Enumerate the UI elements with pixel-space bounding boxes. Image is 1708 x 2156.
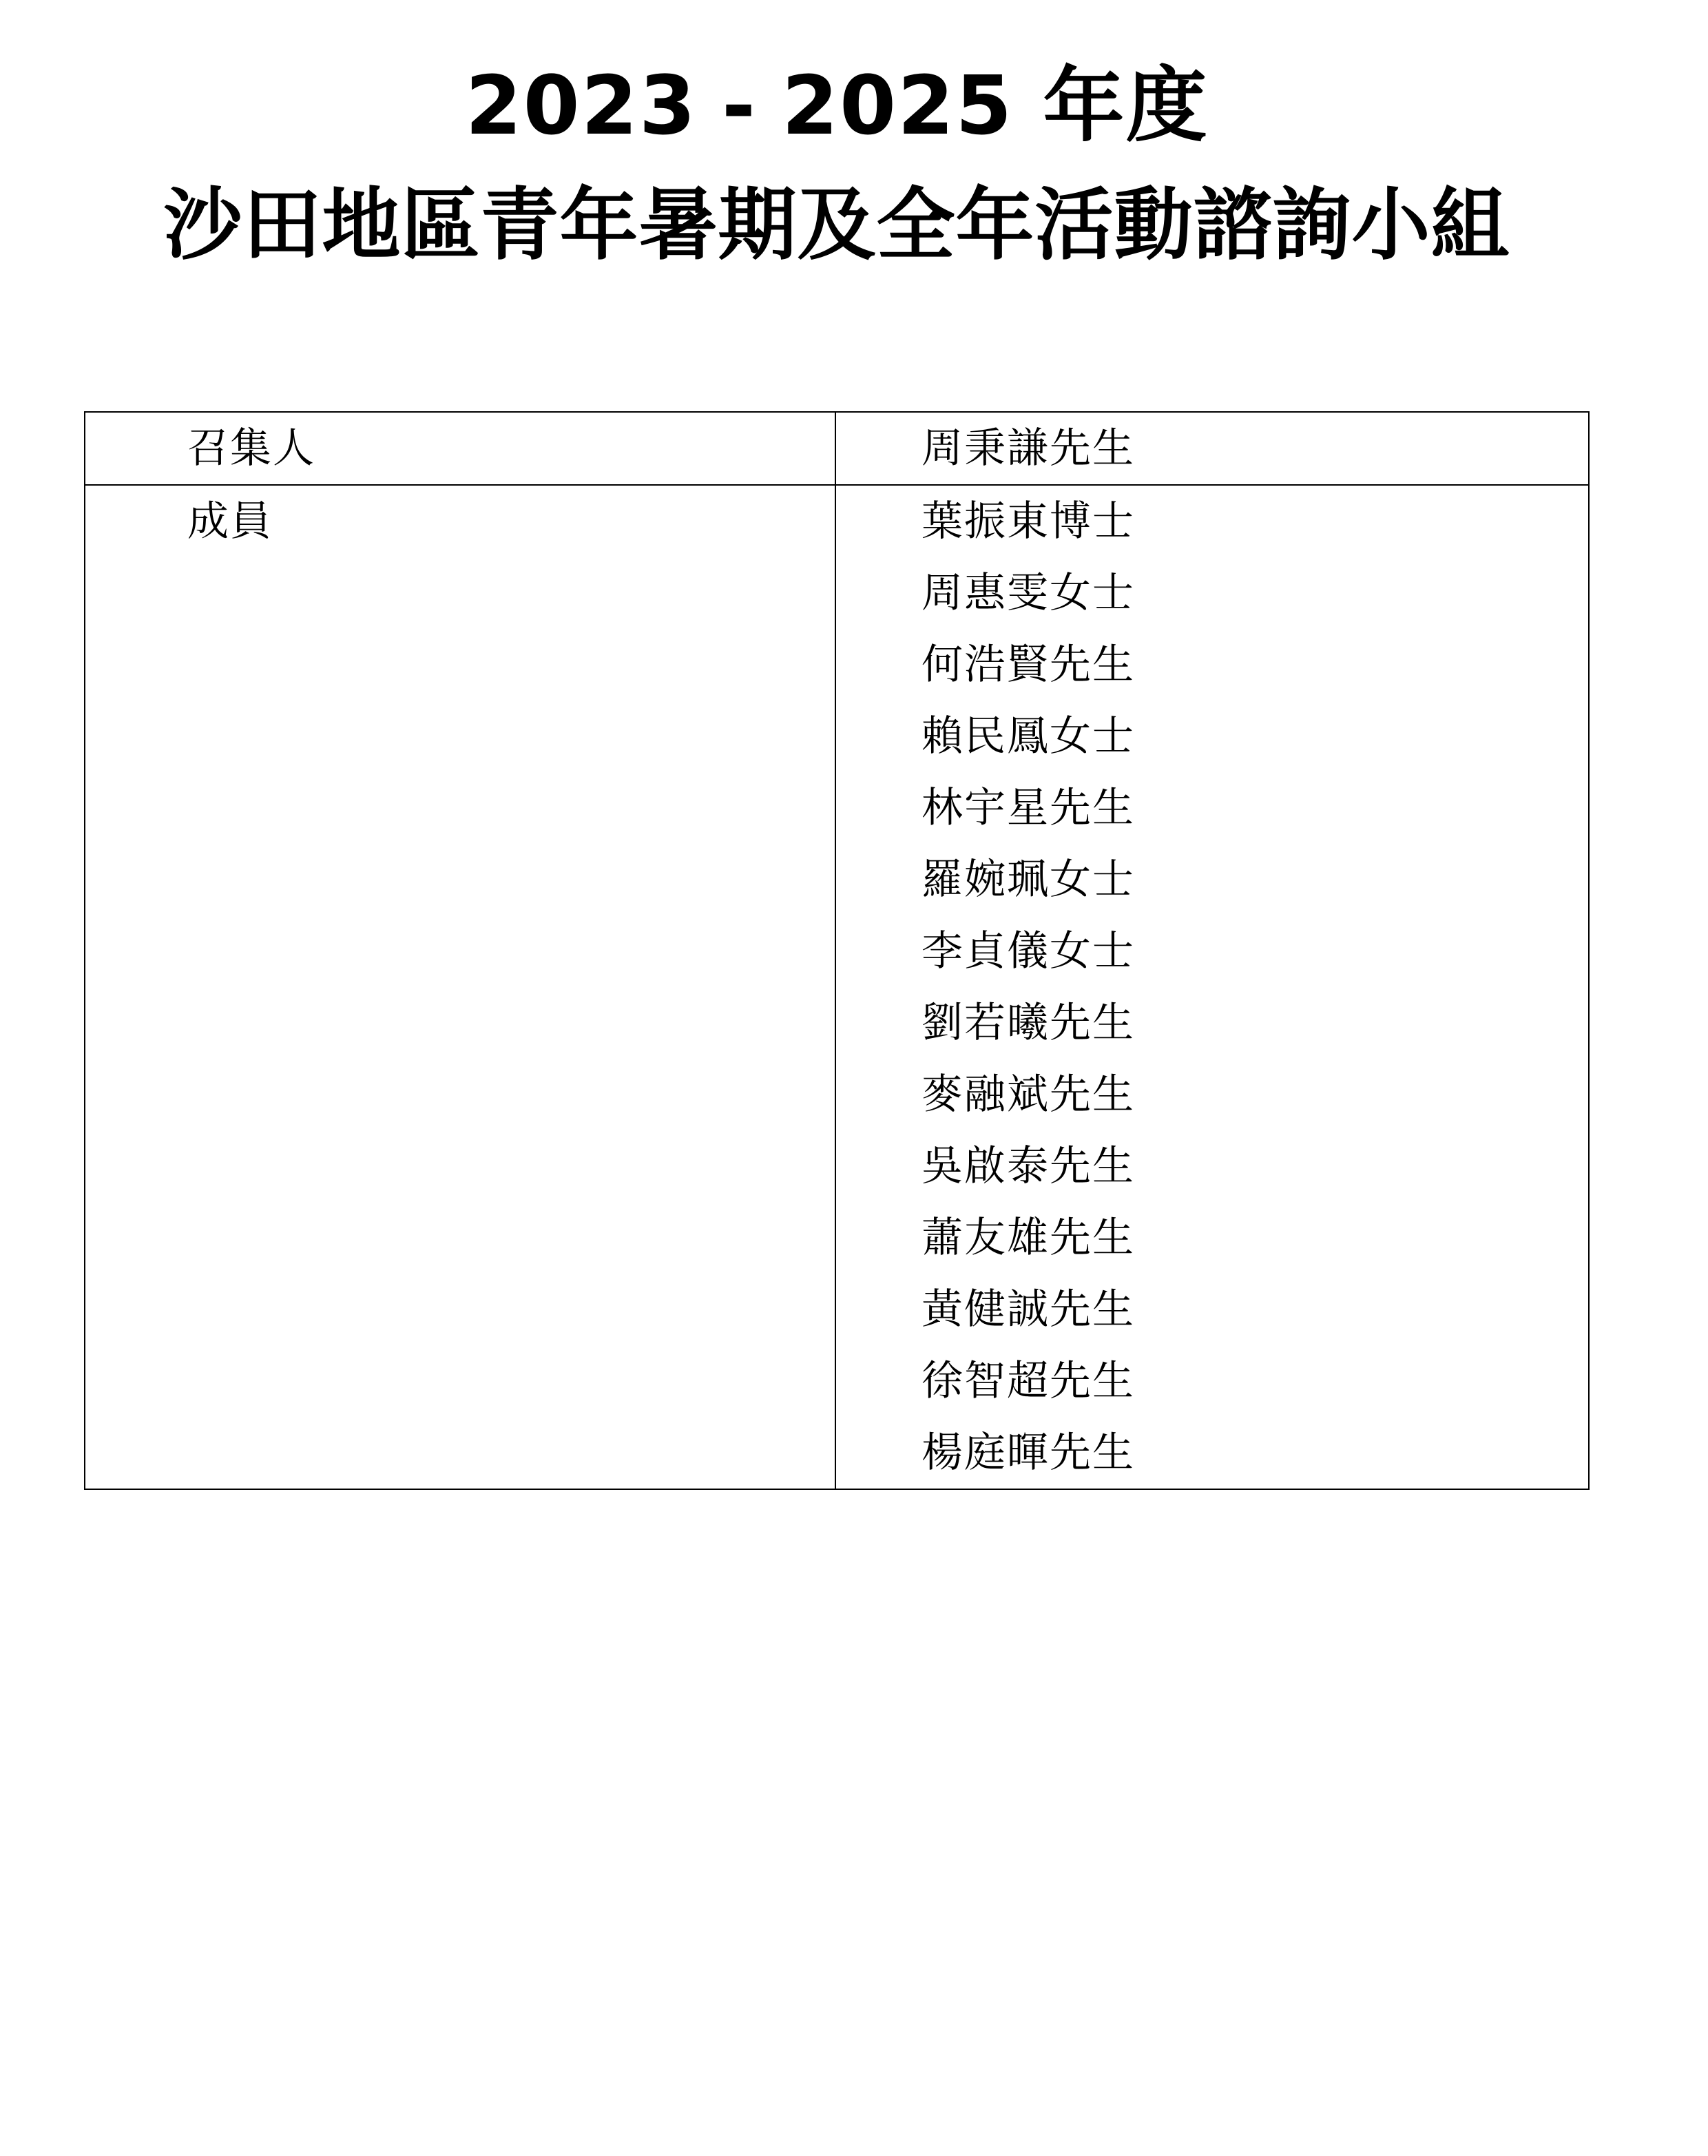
member-name: 羅婉珮女士 xyxy=(921,856,1135,904)
committee-name-heading: 沙田地區青年暑期及全年活動諮詢小組 xyxy=(163,179,1510,271)
member-name: 周惠雯女士 xyxy=(921,569,1135,617)
members-role-cell xyxy=(85,485,835,1489)
member-name: 李貞儀女士 xyxy=(921,927,1135,975)
table-row-convenor xyxy=(85,412,1589,485)
member-name: 吳啟泰先生 xyxy=(921,1142,1135,1190)
document-year-heading xyxy=(0,58,1674,153)
member-name: 黃健誠先生 xyxy=(921,1285,1135,1334)
member-name: 何浩賢先生 xyxy=(921,641,1135,689)
year-separator: - xyxy=(721,58,757,153)
member-name: 蕭友雄先生 xyxy=(921,1214,1135,1262)
year-end: 2025 xyxy=(781,58,1014,153)
table-row-members xyxy=(85,485,1589,1489)
year-suffix: 年度 xyxy=(1043,58,1209,153)
member-name: 楊庭暉先生 xyxy=(921,1429,1135,1477)
year-start: 2023 xyxy=(465,58,697,153)
convenor-name-cell xyxy=(835,412,1589,485)
members-role-label: 成員 xyxy=(187,497,273,546)
member-name: 麥融斌先生 xyxy=(921,1070,1135,1119)
member-name: 賴民鳳女士 xyxy=(921,712,1135,760)
member-name: 葉振東博士 xyxy=(921,497,1135,546)
committee-members-table xyxy=(84,411,1590,1490)
member-name: 徐智超先生 xyxy=(921,1357,1135,1405)
convenor-role-cell xyxy=(85,412,835,485)
members-name-cell xyxy=(835,485,1589,1489)
convenor-role-label: 召集人 xyxy=(187,424,315,473)
member-name: 林宇星先生 xyxy=(921,784,1135,832)
convenor-name: 周秉謙先生 xyxy=(921,424,1135,473)
member-name: 劉若曦先生 xyxy=(921,999,1135,1047)
